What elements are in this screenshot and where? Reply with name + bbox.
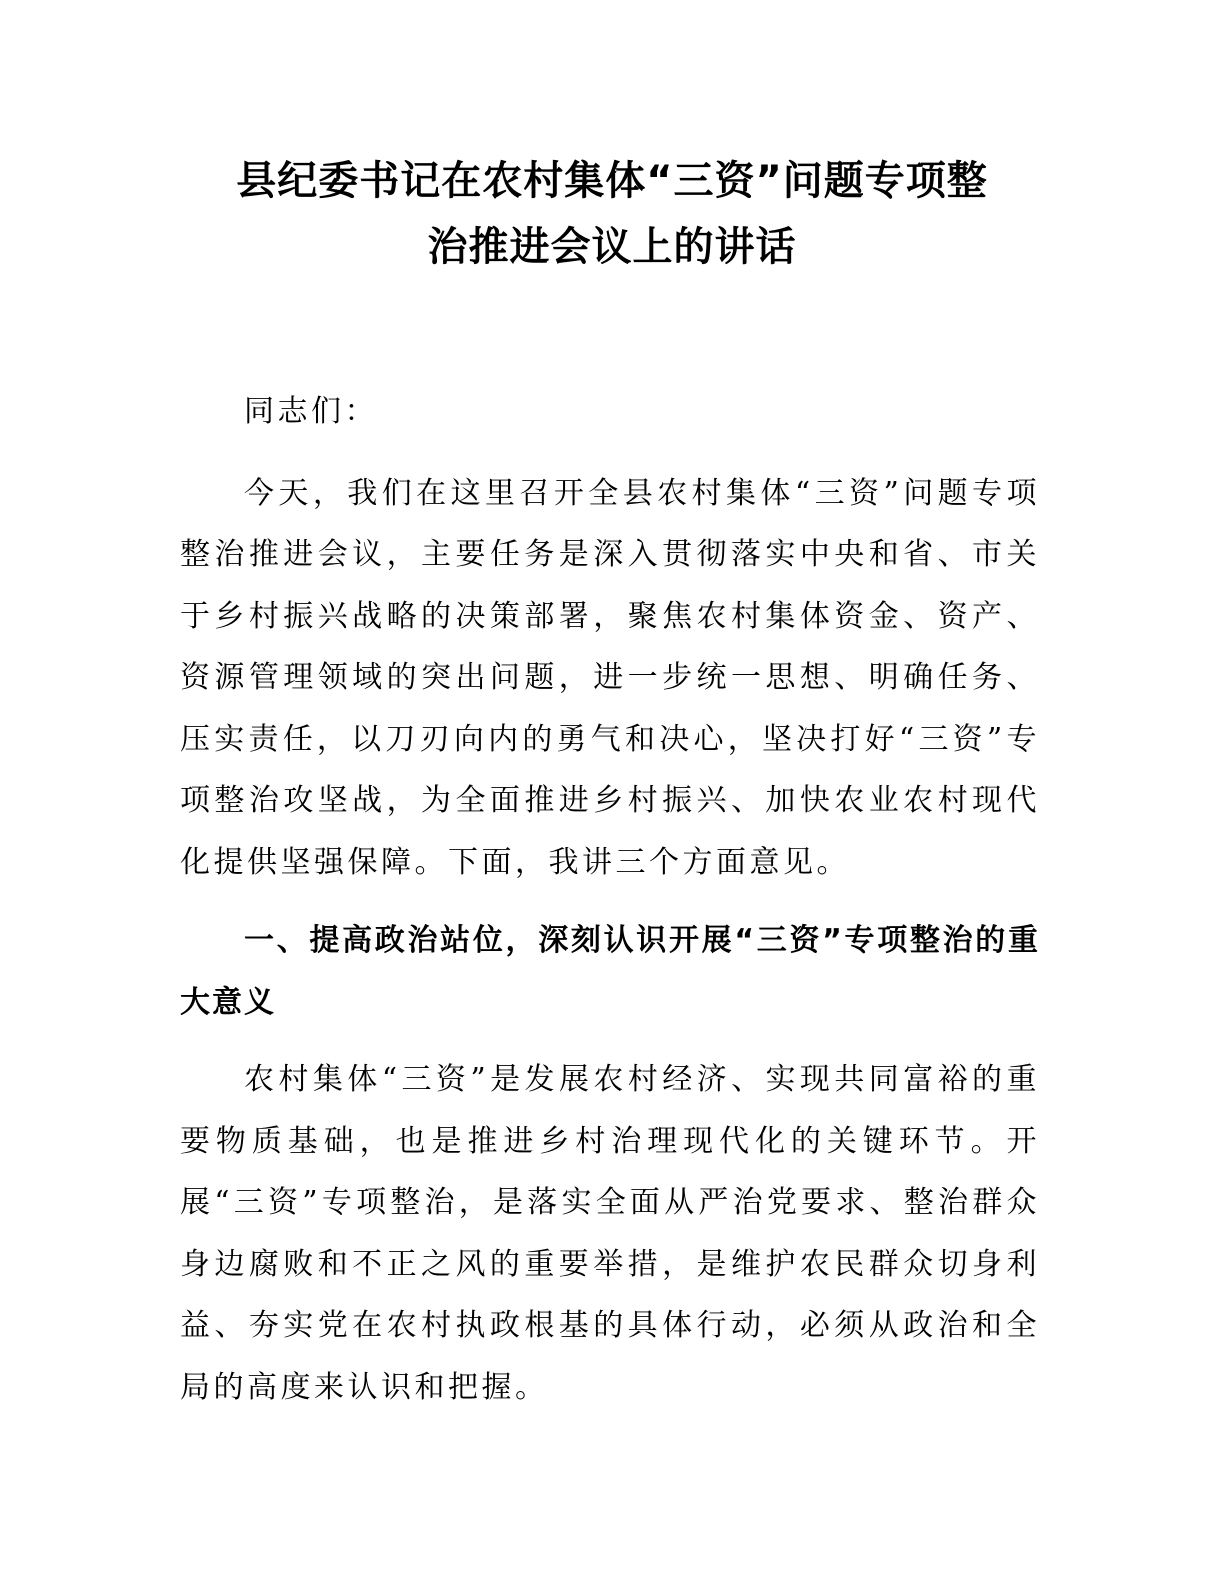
section-heading-1: 一、提高政治站位，深刻认识开展“三资”专项整治的重大意义 — [180, 923, 1040, 1020]
document-title — [150, 148, 1074, 280]
document-title-line-2: 治推进会议上的讲话 — [427, 224, 797, 270]
document-body — [180, 381, 1040, 1418]
document-title-line-1: 县纪委书记在农村集体“三资”问题专项整 — [236, 158, 988, 204]
opening-paragraph: 今天，我们在这里召开全县农村集体“三资”问题专项整治推进会议，主要任务是深入贯彻落实中央和省、市关于乡村振兴战略的决策部署，聚焦农村集体资金、资产、资源管理领域的突出问题，进一步统一思想、明确任务、压实责任，以刀刃向内的勇气和决心，坚决打好“三资”专项整治攻坚战，为全面推进乡村振兴、加快农业农村现代化提供坚强保障。下面，我讲三个方面意见。 — [180, 475, 1040, 880]
salutation: 同志们： — [244, 394, 378, 429]
section-1-paragraph: 农村集体“三资”是发展农村经济、实现共同富裕的重要物质基础，也是推进乡村治理现代化的关键环节。开展“三资”专项整治，是落实全面从严治党要求、整治群众身边腐败和不正之风的重要举措，是维护农民群众切身利益、夯实党在农村执政根基的具体行动，必须从政治和全局的高度来认识和把握。 — [180, 1062, 1040, 1405]
